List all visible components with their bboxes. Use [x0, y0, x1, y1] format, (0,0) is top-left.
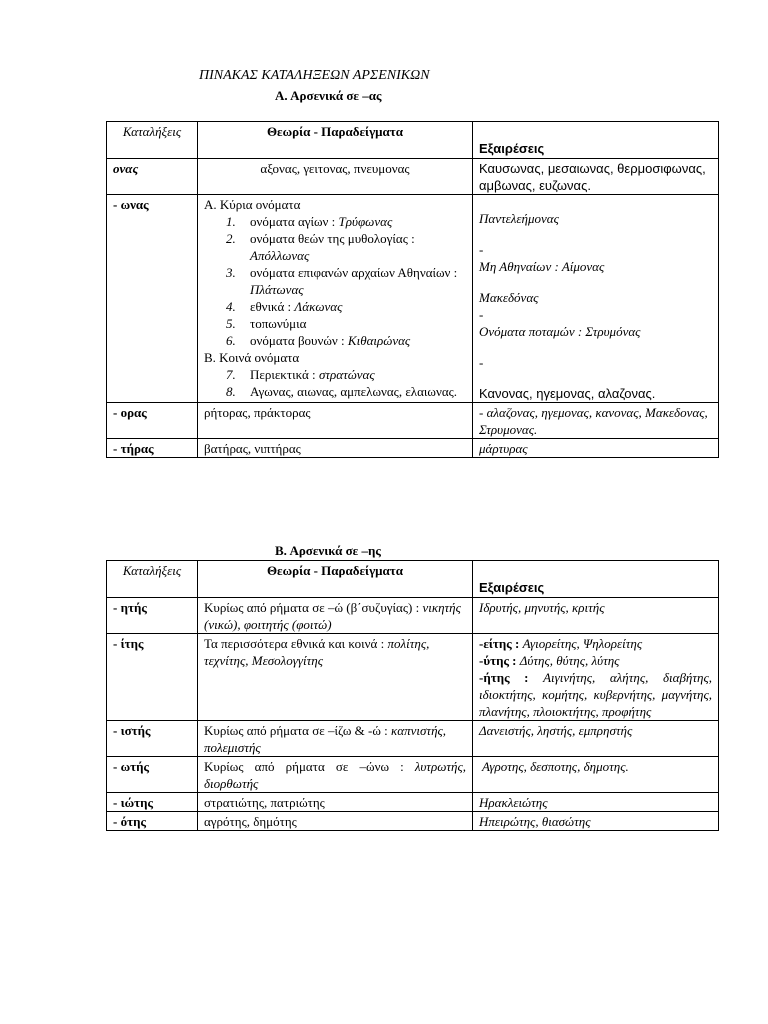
exception-line: Μακεδόνας	[479, 290, 539, 305]
header-exceptions: Εξαιρέσεις	[473, 561, 719, 598]
table-row	[107, 634, 719, 721]
spacer	[479, 196, 712, 210]
exception-line: Παντελεήμονας	[479, 211, 559, 226]
ending-cell: - ωτής	[107, 757, 198, 793]
list-item: 3. ονόματα επιφανών αρχαίων Αθηναίων : Πλάτωνας	[226, 265, 458, 297]
ending-cell: - τήρας	[107, 439, 198, 458]
table-header-row	[107, 561, 719, 598]
table-row	[107, 403, 719, 439]
table-row	[107, 159, 719, 195]
ending-cell: - ιώτης	[107, 793, 198, 812]
exception-line: Κανονας, ηγεμονας, αλαζονας.	[479, 386, 656, 401]
ending-cell: - ίτης	[107, 634, 198, 721]
exceptions-cell: Αγροτης, δεσποτης, δημοτης.	[473, 757, 719, 793]
exception-line: -ύτης : Δύτης, θύτης, λύτης	[479, 653, 620, 668]
exception-line: -ήτης : Αιγινήτης, αλήτης, διαβήτης, ιδιοκτήτης, κομήτης, κυβερνήτης, μαγνήτης, πλανήτης, πλοιοκτήτης, προφήτης	[479, 670, 712, 719]
document-title: ΠΙΝΑΚΑΣ ΚΑΤΑΛΗΞΕΩΝ ΑΡΣΕΝΙΚΩΝ	[199, 68, 430, 83]
header-theory: Θεωρία - Παραδείγματα	[198, 122, 473, 159]
common-names-list	[204, 366, 466, 400]
table-row	[107, 439, 719, 458]
table-b	[106, 560, 719, 831]
exceptions-cell: Ηπειρώτης, θιασώτης	[473, 812, 719, 831]
ending-cell: ονας	[107, 159, 198, 195]
list-item: 7. Περιεκτικά : στρατώνας	[226, 367, 375, 382]
header-exceptions: Εξαιρέσεις	[473, 122, 719, 159]
spacer	[479, 275, 712, 289]
header-theory: Θεωρία - Παραδείγματα	[198, 561, 473, 598]
exceptions-cell: Καυσωνας, μεσαιωνας, θερμοσιφωνας, αμβωνας, ευζωνας.	[473, 159, 719, 195]
table-row	[107, 721, 719, 757]
exceptions-cell	[473, 634, 719, 721]
spacer	[479, 371, 712, 385]
group-b-label: Β. Κοινά ονόματα	[204, 350, 300, 365]
exception-dash: -	[479, 355, 484, 370]
table-row	[107, 757, 719, 793]
exception-line: Μη Αθηναίων : Αίμονας	[479, 259, 605, 274]
theory-cell	[198, 195, 473, 403]
exceptions-cell: - αλαζονας, ηγεμονας, κανονας, Μακεδονας, Στρυμονας.	[473, 403, 719, 439]
theory-cell: Κυρίως από ρήματα σε –ίζω & -ώ : καπνιστής, πολεμιστής	[198, 721, 473, 757]
ending-cell: - ητής	[107, 598, 198, 634]
exceptions-cell: Ιδρυτής, μηνυτής, κριτής	[473, 598, 719, 634]
list-item: 8. Αγωνας, αιωνας, αμπελωνας, ελαιωνας.	[226, 384, 458, 399]
ending-cell: - ωνας	[107, 195, 198, 403]
exception-line: Ονόματα ποταμών : Στρυμόνας	[479, 324, 641, 339]
table-row	[107, 793, 719, 812]
header-endings: Καταλήξεις	[107, 122, 198, 159]
table-row	[107, 195, 719, 403]
exception-dash: -	[479, 307, 484, 322]
theory-cell: αξονας, γειτονας, πνευμονας	[198, 159, 473, 195]
table-row	[107, 812, 719, 831]
theory-cell: αγρότης, δημότης	[198, 812, 473, 831]
exception-line: -είτης : Αγιορείτης, Ψηλορείτης	[479, 636, 643, 651]
table-header-row	[107, 122, 719, 159]
spacer	[479, 340, 712, 354]
theory-cell: Κυρίως από ρήματα σε –ώνω : λυτρωτής, διορθωτής	[198, 757, 473, 793]
header-endings: Καταλήξεις	[107, 561, 198, 598]
list-item: 5. τοπωνύμια	[226, 316, 307, 331]
spacer	[479, 227, 712, 241]
list-item: 2. ονόματα θεών της μυθολογίας : Απόλλωνας	[226, 231, 415, 263]
table-a	[106, 121, 719, 458]
exceptions-cell: Δανειστής, ληστής, εμπρηστής	[473, 721, 719, 757]
exceptions-cell: Ηρακλειώτης	[473, 793, 719, 812]
list-item: 6. ονόματα βουνών : Κιθαιρώνας	[226, 333, 411, 348]
section-a-title: Α. Αρσενικά σε –ας	[275, 88, 382, 103]
list-item: 4. εθνικά : Λάκωνας	[226, 299, 343, 314]
exceptions-cell	[473, 195, 719, 403]
exceptions-cell: μάρτυρας	[473, 439, 719, 458]
exception-dash: -	[479, 242, 484, 257]
theory-cell: στρατιώτης, πατριώτης	[198, 793, 473, 812]
ending-cell: - ιστής	[107, 721, 198, 757]
theory-cell: Τα περισσότερα εθνικά και κοινά : πολίτης, τεχνίτης, Μεσολογγίτης	[198, 634, 473, 721]
group-a-label: Α. Κύρια ονόματα	[204, 197, 301, 212]
ending-cell: - ορας	[107, 403, 198, 439]
ending-cell: - ότης	[107, 812, 198, 831]
theory-cell: βατήρας, νιπτήρας	[198, 439, 473, 458]
table-row	[107, 598, 719, 634]
theory-cell: Κυρίως από ρήματα σε –ώ (β΄συζυγίας) : νικητής (νικώ), φοιτητής (φοιτώ)	[198, 598, 473, 634]
proper-names-list	[204, 213, 466, 349]
list-item: 1. ονόματα αγίων : Τρύφωνας	[226, 214, 393, 229]
theory-cell: ρήτορας, πράκτορας	[198, 403, 473, 439]
section-b-title: Β. Αρσενικά σε –ης	[275, 543, 381, 558]
